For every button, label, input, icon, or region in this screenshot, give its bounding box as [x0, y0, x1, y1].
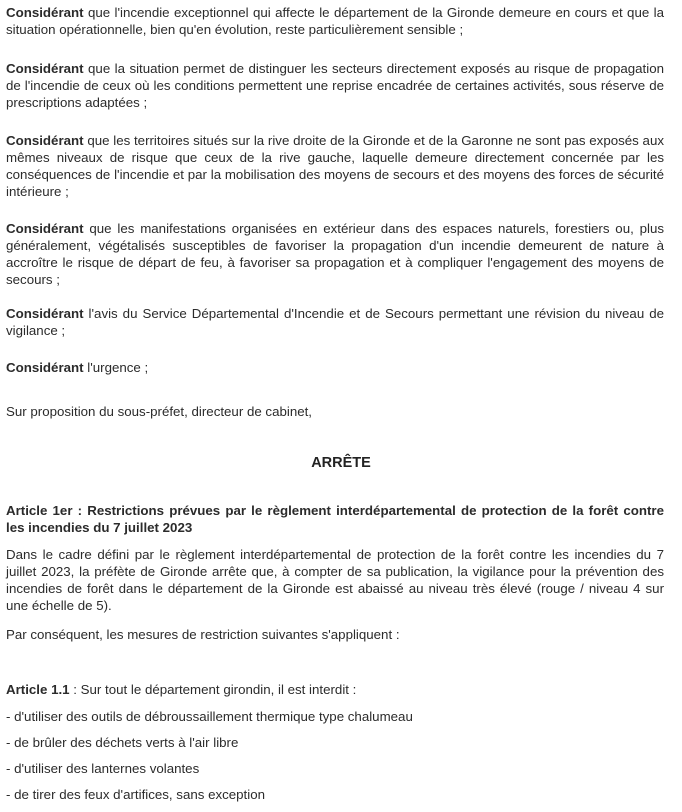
- consideration-paragraph-3: [6, 132, 664, 200]
- article-1-heading: [6, 502, 664, 536]
- consideration-lead: Considérant: [6, 61, 84, 76]
- restriction-item: - de tirer des feux d'artifices, sans exception: [6, 787, 265, 802]
- consideration-text: que les territoires situés sur la rive droite de la Gironde et de la Garonne ne sont pas exposés aux mêmes niveaux de risque que ceux de la rive gauche, laquelle demeure directement concernée par les conséquences de l'incendie et par la mobilisation des moyens de secours et des moyens des forces de sécurité intérieure ;: [6, 133, 664, 199]
- consideration-lead: Considérant: [6, 360, 84, 375]
- consideration-paragraph-4: [6, 220, 664, 288]
- article-1-1-text: : Sur tout le département girondin, il est interdit :: [69, 682, 357, 697]
- consideration-paragraph-2: [6, 60, 664, 111]
- consideration-lead: Considérant: [6, 133, 84, 148]
- consideration-text: que la situation permet de distinguer les secteurs directement exposés au risque de propagation de l'incendie de ceux où les conditions permettent une reprise encadrée de certaines activités, sous réserve de prescriptions adaptées ;: [6, 61, 664, 110]
- restriction-item: - d'utiliser des outils de débroussaillement thermique type chalumeau: [6, 709, 413, 724]
- consideration-text: que les manifestations organisées en extérieur dans des espaces naturels, forestiers ou, plus généralement, végétalisés susceptibles de favoriser la propagation d'un incendie demeurent de nature à accroître le risque de départ de feu, à favoriser sa propagation et à compliquer l'engagement des moyens de secours ;: [6, 221, 664, 287]
- restriction-item: - d'utiliser des lanternes volantes: [6, 761, 200, 776]
- proposal-line: Sur proposition du sous-préfet, directeur de cabinet,: [6, 404, 313, 419]
- restriction-item: - de brûler des déchets verts à l'air libre: [6, 735, 239, 750]
- decree-title: ARRÊTE: [311, 455, 371, 471]
- article-1-body: Dans le cadre défini par le règlement interdépartemental de protection de la forêt contre les incendies du 7 juillet 2023, la préfète de Gironde arrête que, à compter de sa publication, la vigilance pour la prévention des incendies de forêt dans le département de la Gironde est abaissé au niveau très élevé (rouge / niveau 4 sur une échelle de 5).: [6, 547, 664, 613]
- article-1-heading-text: : Restrictions prévues par le règlement interdépartemental de protection de la forêt contre les incendies du 7 juillet 2023: [6, 503, 664, 535]
- article-1-1-lead: Article 1.1: [6, 682, 70, 697]
- consideration-paragraph-5: [6, 305, 664, 339]
- article-1-1-heading: [6, 681, 664, 698]
- consideration-text: que l'incendie exceptionnel qui affecte le département de la Gironde demeure en cours et que la situation opérationnelle, bien qu'en évolution, reste particulièrement sensible ;: [6, 5, 664, 37]
- consideration-lead: Considérant: [6, 306, 84, 321]
- article-1-lead: Article 1er: [6, 503, 73, 518]
- article-1-consequence: Par conséquent, les mesures de restriction suivantes s'appliquent :: [6, 627, 400, 642]
- consideration-paragraph-1: [6, 4, 664, 38]
- consideration-lead: Considérant: [6, 221, 84, 236]
- consideration-lead: Considérant: [6, 5, 84, 20]
- consideration-text: l'avis du Service Départemental d'Incendie et de Secours permettant une révision du niveau de vigilance ;: [6, 306, 664, 338]
- consideration-text: l'urgence ;: [83, 360, 149, 375]
- consideration-paragraph-6: [6, 359, 664, 376]
